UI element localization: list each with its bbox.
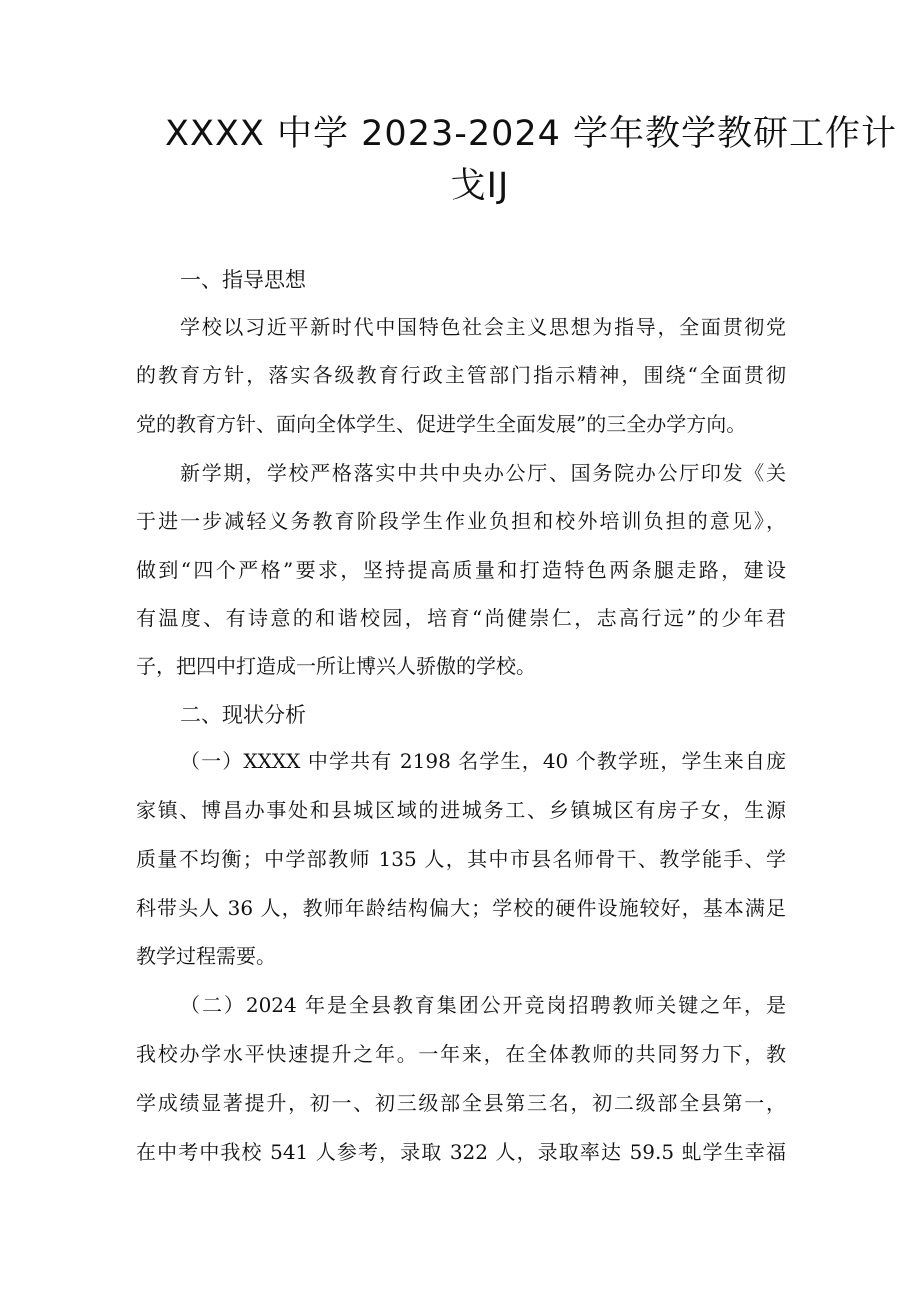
paragraph-line: 我校办学水平快速提升之年。一年来，在全体教师的共同努力下，教 [136,1042,786,1066]
paragraph-line: 学校以习近平新时代中国特色社会主义思想为指导，全面贯彻党 [180,315,786,339]
document-title-line-2: 戈IJ [450,166,510,206]
paragraph-line: 质量不均衡；中学部教师 135 人，其中市县名师骨干、教学能手、学 [136,847,786,871]
paragraph-line: 于进一步减轻义务教育阶段学生作业负担和校外培训负担的意见》， [136,509,786,533]
paragraph-line: （二）2024 年是全县教育集团公开竞岗招聘教师关键之年，是 [180,993,786,1017]
paragraph-line: 做到“四个严格”要求，坚持提高质量和打造特色两条腿走路，建设 [136,558,786,582]
paragraph-line: （一）XXXX 中学共有 2198 名学生，40 个教学班，学生来自庞 [180,749,786,773]
paragraph-line: 家镇、博昌办事处和县城区域的进城务工、乡镇城区有房子女，生源 [136,798,786,822]
paragraph-line: 学成绩显著提升，初一、初三级部全县第三名，初二级部全县第一， [136,1091,786,1115]
paragraph-line: 的教育方针，落实各级教育行政主管部门指示精神，围绕“全面贯彻 [136,363,786,387]
section-heading-guiding-thought: 一、指导思想 [180,268,306,292]
paragraph-line: 新学期，学校严格落实中共中央办公厅、国务院办公厅印发《关 [180,461,786,485]
section-heading-status-analysis: 二、现状分析 [180,703,306,727]
paragraph-line: 教学过程需要。 [136,944,276,968]
paragraph-line: 党的教育方针、面向全体学生、促进学生全面发展”的三全办学方向。 [136,412,747,436]
paragraph-line: 科带头人 36 人，教师年龄结构偏大；学校的硬件设施较好，基本满足 [136,896,786,920]
paragraph-line: 子，把四中打造成一所让博兴人骄傲的学校。 [136,654,536,678]
paragraph-line: 在中考中我校 541 人参考，录取 322 人，录取率达 59.5 虬学生幸福 [136,1140,786,1164]
document-title-line-1: XXXX 中学 2023-2024 学年教学教研工作计 [165,114,898,154]
paragraph-line: 有温度、有诗意的和谐校园，培育“尚健崇仁，志高行远”的少年君 [136,606,786,630]
